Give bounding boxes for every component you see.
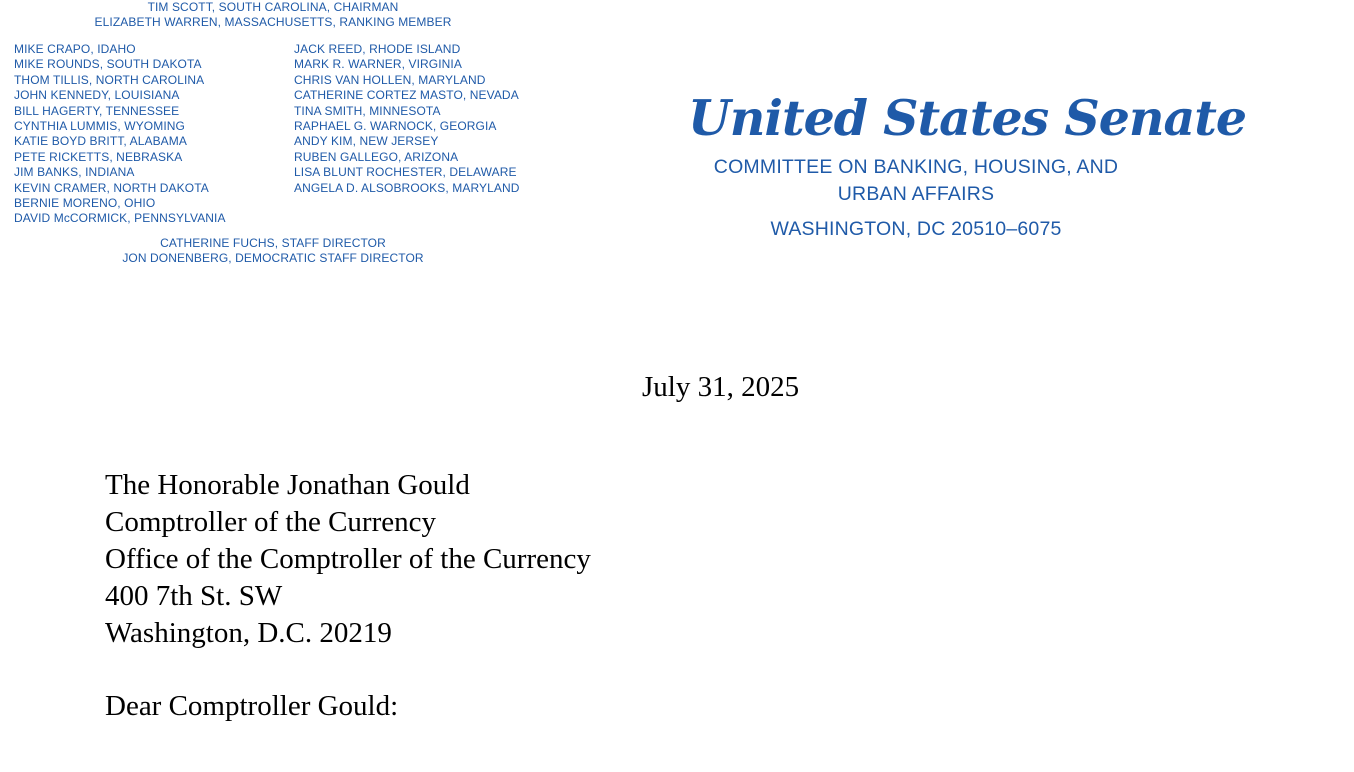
member-name: MIKE ROUNDS, SOUTH DAKOTA xyxy=(14,57,202,72)
member-name: DAVID McCORMICK, PENNSYLVANIA xyxy=(14,211,226,226)
member-name: JIM BANKS, INDIANA xyxy=(14,165,135,180)
member-name: RAPHAEL G. WARNOCK, GEORGIA xyxy=(294,118,497,133)
member-name: THOM TILLIS, NORTH CAROLINA xyxy=(14,72,205,87)
recipient-line: 400 7th St. SW xyxy=(105,580,283,612)
member-name: JACK REED, RHODE ISLAND xyxy=(294,42,461,56)
member-name: JOHN KENNEDY, LOUISIANA xyxy=(14,88,180,103)
member-name: ANDY KIM, NEW JERSEY xyxy=(294,134,439,149)
majority-members-list xyxy=(14,42,226,227)
ranking-member-line: ELIZABETH WARREN, MASSACHUSETTS, RANKING MEMBER xyxy=(94,15,452,29)
chairman-line: TIM SCOTT, SOUTH CAROLINA, CHAIRMAN xyxy=(147,0,399,14)
letter-date: July 31, 2025 xyxy=(642,371,800,403)
senate-title-logo: United States Senate xyxy=(688,89,1247,147)
member-name: CHRIS VAN HOLLEN, MARYLAND xyxy=(294,72,486,87)
recipient-line: The Honorable Jonathan Gould xyxy=(105,469,470,501)
member-name: KATIE BOYD BRITT, ALABAMA xyxy=(14,134,187,149)
committee-name-line2: URBAN AFFAIRS xyxy=(837,183,995,205)
member-name: BERNIE MORENO, OHIO xyxy=(14,195,156,210)
member-name: LISA BLUNT ROCHESTER, DELAWARE xyxy=(294,165,517,180)
member-name: CATHERINE CORTEZ MASTO, NEVADA xyxy=(294,88,519,103)
member-name: BILL HAGERTY, TENNESSEE xyxy=(14,103,180,118)
member-name: TINA SMITH, MINNESOTA xyxy=(294,103,441,118)
member-name: RUBEN GALLEGO, ARIZONA xyxy=(294,149,459,164)
staff-director-line: CATHERINE FUCHS, STAFF DIRECTOR xyxy=(160,236,386,250)
recipient-line: Office of the Comptroller of the Currency xyxy=(105,543,591,575)
member-name: ANGELA D. ALSOBROOKS, MARYLAND xyxy=(294,180,520,195)
democratic-staff-director-line: JON DONENBERG, DEMOCRATIC STAFF DIRECTOR xyxy=(122,251,424,265)
recipient-line: Comptroller of the Currency xyxy=(105,506,436,538)
committee-name-line1: COMMITTEE ON BANKING, HOUSING, AND xyxy=(713,156,1119,178)
recipient-address-block xyxy=(105,467,591,652)
member-name: CYNTHIA LUMMIS, WYOMING xyxy=(14,118,185,133)
minority-members-list xyxy=(294,42,520,196)
member-name: KEVIN CRAMER, NORTH DAKOTA xyxy=(14,180,209,195)
member-name: MIKE CRAPO, IDAHO xyxy=(14,42,136,56)
recipient-line: Washington, D.C. 20219 xyxy=(105,617,392,649)
letter-salutation: Dear Comptroller Gould: xyxy=(105,690,399,722)
committee-address: WASHINGTON, DC 20510–6075 xyxy=(770,218,1062,240)
member-name: PETE RICKETTS, NEBRASKA xyxy=(14,149,183,164)
member-name: MARK R. WARNER, VIRGINIA xyxy=(294,57,462,72)
